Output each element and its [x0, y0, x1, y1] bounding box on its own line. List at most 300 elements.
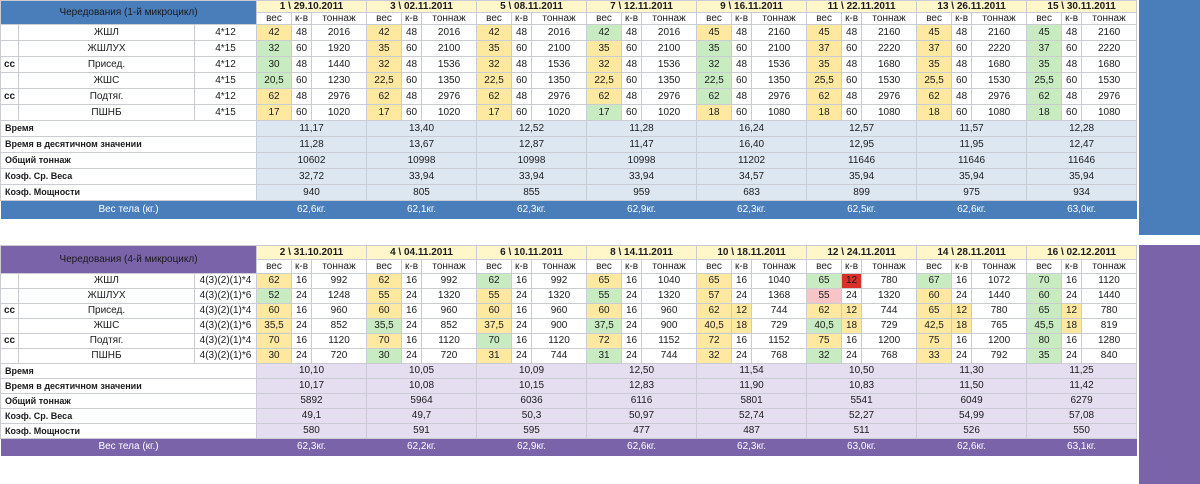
tonnage-cell: 2160	[862, 25, 917, 41]
summary-value: 10,08	[367, 379, 477, 394]
day-date: 9 \ 16.11.2011	[697, 1, 807, 13]
tonnage-cell: 729	[752, 319, 807, 334]
summary-value: 5892	[257, 394, 367, 409]
summary-value: 12,52	[477, 121, 587, 137]
count-cell: 60	[622, 73, 642, 89]
sub-header-weight: вес	[587, 13, 622, 25]
summary-value: 16,40	[697, 137, 807, 153]
tonnage-cell: 2016	[312, 25, 367, 41]
summary-value: 959	[587, 185, 697, 201]
tonnage-cell: 1248	[312, 289, 367, 304]
exercise-scheme: 4*15	[195, 105, 257, 121]
count-cell: 16	[622, 304, 642, 319]
count-cell: 18	[1062, 319, 1082, 334]
sub-header-tonnage: тоннаж	[1082, 13, 1137, 25]
tonnage-cell: 1440	[972, 289, 1027, 304]
weight-cell: 45	[917, 25, 952, 41]
tonnage-cell: 960	[312, 304, 367, 319]
count-cell: 12	[952, 304, 972, 319]
summary-value: 940	[257, 185, 367, 201]
exercise-name: Присед.	[19, 57, 195, 73]
count-cell: 18	[952, 319, 972, 334]
superset-mark	[1, 289, 19, 304]
exercise-scheme: 4(3)(2)(1)*4	[195, 334, 257, 349]
exercise-name: ПШНБ	[19, 105, 195, 121]
count-cell: 24	[732, 349, 752, 364]
tonnage-cell: 1536	[422, 57, 477, 73]
count-cell: 60	[512, 41, 532, 57]
tonnage-cell: 2220	[862, 41, 917, 57]
weight-cell: 72	[587, 334, 622, 349]
summary-value: 11,42	[1027, 379, 1137, 394]
bodyweight-value: 62,3кг.	[737, 441, 767, 453]
exercise-row	[1, 349, 1137, 364]
superset-mark	[1, 105, 19, 121]
tonnage-cell: 1020	[642, 105, 697, 121]
sub-header-count: к-в	[622, 260, 642, 274]
count-cell: 48	[1062, 89, 1082, 105]
superset-mark: сс	[1, 334, 19, 349]
weight-cell: 55	[807, 289, 842, 304]
sub-header-tonnage: тоннаж	[312, 260, 367, 274]
count-cell: 60	[842, 41, 862, 57]
count-cell: 48	[952, 89, 972, 105]
summary-value: 5541	[807, 394, 917, 409]
bodyweight-value: 63,1кг.	[1067, 441, 1097, 453]
count-cell: 48	[402, 25, 422, 41]
count-cell: 24	[512, 289, 532, 304]
weight-cell: 35	[917, 57, 952, 73]
weight-cell: 40,5	[807, 319, 842, 334]
bottom-microcycle-block	[0, 245, 1200, 484]
count-cell: 24	[512, 319, 532, 334]
sub-header-weight: вес	[807, 13, 842, 25]
bodyweight-value: 62,3кг.	[517, 203, 547, 215]
sub-header-tonnage: тоннаж	[972, 260, 1027, 274]
weight-cell: 22,5	[697, 73, 732, 89]
weight-cell: 60	[587, 304, 622, 319]
sub-header-tonnage: тоннаж	[1082, 260, 1137, 274]
count-cell: 48	[512, 57, 532, 73]
summary-row	[1, 169, 1137, 185]
summary-value: 33,94	[367, 169, 477, 185]
weight-cell: 17	[257, 105, 292, 121]
tonnage-cell: 1020	[422, 105, 477, 121]
summary-value: 11646	[917, 153, 1027, 169]
sub-header-count: к-в	[292, 13, 312, 25]
tonnage-cell: 1530	[972, 73, 1027, 89]
summary-row	[1, 364, 1137, 379]
count-cell: 60	[402, 105, 422, 121]
summary-value: 50,3	[477, 409, 587, 424]
count-cell: 48	[842, 57, 862, 73]
summary-value: 11,28	[587, 121, 697, 137]
count-cell: 24	[622, 319, 642, 334]
exercise-row	[1, 41, 1137, 57]
summary-value: 5964	[367, 394, 477, 409]
sub-header-weight: вес	[1027, 260, 1062, 274]
summary-value: 11,54	[697, 364, 807, 379]
sub-header-weight: вес	[917, 260, 952, 274]
tonnage-cell: 1680	[862, 57, 917, 73]
tonnage-cell: 1080	[862, 105, 917, 121]
summary-label: Коэф. Мощности	[1, 185, 257, 201]
count-cell: 12	[842, 274, 862, 289]
tonnage-cell: 1680	[972, 57, 1027, 73]
tonnage-cell: 1368	[752, 289, 807, 304]
day-date: 16 \ 02.12.2011	[1027, 246, 1137, 260]
tonnage-cell: 765	[972, 319, 1027, 334]
tonnage-cell: 1072	[972, 274, 1027, 289]
weight-cell: 45	[807, 25, 842, 41]
count-cell: 16	[512, 274, 532, 289]
count-cell: 24	[402, 319, 422, 334]
tonnage-cell: 1320	[532, 289, 587, 304]
count-cell: 48	[842, 25, 862, 41]
weight-cell: 52	[257, 289, 292, 304]
tonnage-cell: 1120	[1082, 274, 1137, 289]
tonnage-cell: 729	[862, 319, 917, 334]
exercise-scheme: 4*12	[195, 25, 257, 41]
sub-header-tonnage: тоннаж	[642, 260, 697, 274]
weight-cell: 65	[807, 274, 842, 289]
count-cell: 24	[842, 349, 862, 364]
weight-cell: 75	[917, 334, 952, 349]
count-cell: 60	[732, 73, 752, 89]
weight-cell: 62	[1027, 89, 1062, 105]
summary-value: 12,87	[477, 137, 587, 153]
count-cell: 16	[402, 304, 422, 319]
summary-row	[1, 185, 1137, 201]
weight-cell: 32	[697, 349, 732, 364]
weight-cell: 62	[257, 89, 292, 105]
day-date: 6 \ 10.11.2011	[477, 246, 587, 260]
weight-cell: 22,5	[477, 73, 512, 89]
weight-cell: 55	[587, 289, 622, 304]
weight-cell: 60	[257, 304, 292, 319]
tonnage-cell: 1536	[752, 57, 807, 73]
summary-value: 934	[1027, 185, 1137, 201]
tonnage-cell: 2160	[1082, 25, 1137, 41]
tonnage-cell: 2100	[532, 41, 587, 57]
bodyweight-value: 62,6кг.	[627, 441, 657, 453]
bodyweight-label: Вес тела (кг.)	[98, 441, 159, 453]
tonnage-cell: 1320	[422, 289, 477, 304]
summary-value: 10,17	[257, 379, 367, 394]
count-cell: 16	[512, 334, 532, 349]
weight-cell: 18	[1027, 105, 1062, 121]
summary-value: 595	[477, 424, 587, 439]
summary-value: 10998	[367, 153, 477, 169]
tonnage-cell: 1440	[312, 57, 367, 73]
sub-header-count: к-в	[292, 260, 312, 274]
summary-value: 50,97	[587, 409, 697, 424]
weight-cell: 32	[477, 57, 512, 73]
weight-cell: 62	[367, 89, 402, 105]
tonnage-cell: 852	[422, 319, 477, 334]
sub-header-count: к-в	[402, 13, 422, 25]
tonnage-cell: 2100	[752, 41, 807, 57]
summary-value: 10998	[587, 153, 697, 169]
superset-mark	[1, 73, 19, 89]
exercise-scheme: 4(3)(2)(1)*4	[195, 304, 257, 319]
tonnage-cell: 1440	[1082, 289, 1137, 304]
exercise-name: ЖШЛУХ	[19, 289, 195, 304]
tonnage-cell: 1120	[312, 334, 367, 349]
summary-value: 805	[367, 185, 477, 201]
sub-header-weight: вес	[257, 260, 292, 274]
count-cell: 60	[292, 105, 312, 121]
summary-value: 11,25	[1027, 364, 1137, 379]
summary-value: 6279	[1027, 394, 1137, 409]
summary-value: 11,30	[917, 364, 1027, 379]
summary-value: 52,74	[697, 409, 807, 424]
sub-header-weight: вес	[257, 13, 292, 25]
count-cell: 48	[292, 25, 312, 41]
weight-cell: 80	[1027, 334, 1062, 349]
exercise-name: ЖШЛ	[19, 274, 195, 289]
weight-cell: 35	[697, 41, 732, 57]
count-cell: 60	[952, 41, 972, 57]
weight-cell: 62	[367, 274, 402, 289]
tonnage-cell: 792	[972, 349, 1027, 364]
sub-header-count: к-в	[842, 13, 862, 25]
weight-cell: 60	[1027, 289, 1062, 304]
sub-header-count: к-в	[732, 260, 752, 274]
exercise-name: ЖШЛУХ	[19, 41, 195, 57]
summary-value: 12,47	[1027, 137, 1137, 153]
summary-value: 10,50	[807, 364, 917, 379]
sub-header-tonnage: тоннаж	[532, 260, 587, 274]
count-cell: 24	[292, 319, 312, 334]
weight-cell: 35,5	[367, 319, 402, 334]
tonnage-cell: 1152	[642, 334, 697, 349]
sub-header-weight: вес	[367, 260, 402, 274]
weight-cell: 35	[1027, 349, 1062, 364]
sub-header-tonnage: тоннаж	[422, 13, 477, 25]
count-cell: 60	[622, 105, 642, 121]
summary-row	[1, 394, 1137, 409]
summary-row	[1, 424, 1137, 439]
count-cell: 16	[842, 334, 862, 349]
tonnage-cell: 819	[1082, 319, 1137, 334]
weight-cell: 35	[1027, 57, 1062, 73]
top-microcycle-table	[0, 0, 1137, 219]
count-cell: 16	[622, 274, 642, 289]
day-date: 8 \ 14.11.2011	[587, 246, 697, 260]
weight-cell: 62	[477, 89, 512, 105]
sub-header-count: к-в	[1062, 260, 1082, 274]
bottom-microcycle-table	[0, 245, 1137, 456]
summary-value: 10,15	[477, 379, 587, 394]
tonnage-cell: 2160	[752, 25, 807, 41]
tonnage-cell: 2100	[422, 41, 477, 57]
bodyweight-value: 62,3кг.	[296, 441, 327, 453]
count-cell: 48	[292, 57, 312, 73]
sub-header-weight: вес	[367, 13, 402, 25]
count-cell: 60	[732, 41, 752, 57]
count-cell: 24	[402, 349, 422, 364]
exercise-row	[1, 25, 1137, 41]
summary-value: 580	[257, 424, 367, 439]
tonnage-cell: 1080	[972, 105, 1027, 121]
count-cell: 60	[952, 73, 972, 89]
summary-value: 5801	[697, 394, 807, 409]
weight-cell: 31	[477, 349, 512, 364]
tonnage-cell: 2976	[862, 89, 917, 105]
summary-value: 13,67	[367, 137, 477, 153]
summary-value: 855	[477, 185, 587, 201]
weight-cell: 30	[367, 349, 402, 364]
weight-cell: 32	[367, 57, 402, 73]
day-date: 11 \ 22.11.2011	[807, 1, 917, 13]
tonnage-cell: 780	[862, 274, 917, 289]
day-date: 10 \ 18.11.2011	[697, 246, 807, 260]
count-cell: 18	[842, 319, 862, 334]
count-cell: 18	[732, 319, 752, 334]
weight-cell: 67	[917, 274, 952, 289]
count-cell: 12	[842, 304, 862, 319]
sub-header-count: к-в	[952, 260, 972, 274]
count-cell: 16	[732, 274, 752, 289]
weight-cell: 57	[697, 289, 732, 304]
count-cell: 48	[292, 89, 312, 105]
exercise-name: ЖШС	[19, 319, 195, 334]
tonnage-cell: 768	[752, 349, 807, 364]
exercise-name: ПШНБ	[19, 349, 195, 364]
summary-value: 10,09	[477, 364, 587, 379]
summary-value: 11646	[1027, 153, 1137, 169]
summary-value: 35,94	[1027, 169, 1137, 185]
count-cell: 60	[842, 105, 862, 121]
weight-cell: 60	[917, 289, 952, 304]
tonnage-cell: 780	[1082, 304, 1137, 319]
summary-label: Общий тоннаж	[1, 153, 257, 169]
summary-value: 32,72	[257, 169, 367, 185]
sub-header-tonnage: тоннаж	[862, 13, 917, 25]
count-cell: 16	[292, 304, 312, 319]
exercise-scheme: 4(3)(2)(1)*6	[195, 349, 257, 364]
count-cell: 48	[842, 89, 862, 105]
day-date: 5 \ 08.11.2011	[477, 1, 587, 13]
tonnage-cell: 960	[642, 304, 697, 319]
summary-value: 899	[807, 185, 917, 201]
tonnage-cell: 1020	[312, 105, 367, 121]
day-date: 2 \ 31.10.2011	[257, 246, 367, 260]
tonnage-cell: 744	[862, 304, 917, 319]
weight-cell: 60	[477, 304, 512, 319]
count-cell: 24	[952, 349, 972, 364]
weight-cell: 32	[587, 57, 622, 73]
count-cell: 48	[512, 25, 532, 41]
summary-value: 35,94	[807, 169, 917, 185]
sub-header-weight: вес	[587, 260, 622, 274]
summary-value: 16,24	[697, 121, 807, 137]
weight-cell: 62	[917, 89, 952, 105]
count-cell: 24	[952, 289, 972, 304]
weight-cell: 70	[477, 334, 512, 349]
summary-value: 526	[917, 424, 1027, 439]
summary-value: 591	[367, 424, 477, 439]
summary-value: 487	[697, 424, 807, 439]
exercise-row	[1, 334, 1137, 349]
count-cell: 12	[1062, 304, 1082, 319]
weight-cell: 37	[917, 41, 952, 57]
bodyweight-value: 62,3кг.	[737, 203, 767, 215]
tonnage-cell: 720	[422, 349, 477, 364]
summary-label: Коэф. Ср. Веса	[1, 169, 257, 185]
bodyweight-value: 63,0кг.	[847, 441, 877, 453]
count-cell: 48	[732, 89, 752, 105]
exercise-row	[1, 319, 1137, 334]
tonnage-cell: 2016	[422, 25, 477, 41]
summary-value: 13,40	[367, 121, 477, 137]
day-date: 12 \ 24.11.2011	[807, 246, 917, 260]
summary-row	[1, 379, 1137, 394]
tonnage-cell: 2976	[752, 89, 807, 105]
bodyweight-value: 62,1кг.	[407, 203, 437, 215]
weight-cell: 55	[367, 289, 402, 304]
day-date: 3 \ 02.11.2011	[367, 1, 477, 13]
sub-header-count: к-в	[1062, 13, 1082, 25]
tonnage-cell: 1530	[862, 73, 917, 89]
sub-header-weight: вес	[1027, 13, 1062, 25]
weight-cell: 62	[257, 274, 292, 289]
tonnage-cell: 1920	[312, 41, 367, 57]
summary-value: 11,50	[917, 379, 1027, 394]
day-date: 15 \ 30.11.2011	[1027, 1, 1137, 13]
summary-value: 511	[807, 424, 917, 439]
count-cell: 60	[952, 105, 972, 121]
count-cell: 60	[402, 73, 422, 89]
count-cell: 48	[732, 57, 752, 73]
date-header-row	[1, 1, 1137, 13]
exercise-row	[1, 89, 1137, 105]
summary-row	[1, 137, 1137, 153]
exercise-row	[1, 57, 1137, 73]
count-cell: 16	[952, 274, 972, 289]
sub-header-count: к-в	[622, 13, 642, 25]
summary-value: 10,10	[257, 364, 367, 379]
bottom-side-band	[1139, 245, 1200, 484]
day-date: 4 \ 04.11.2011	[367, 246, 477, 260]
sub-header-count: к-в	[512, 13, 532, 25]
summary-value: 33,94	[477, 169, 587, 185]
tonnage-cell: 2016	[532, 25, 587, 41]
weight-cell: 37	[1027, 41, 1062, 57]
exercise-scheme: 4(3)(2)(1)*6	[195, 289, 257, 304]
exercise-scheme: 4(3)(2)(1)*4	[195, 274, 257, 289]
exercise-name: ЖШС	[19, 73, 195, 89]
weight-cell: 25,5	[1027, 73, 1062, 89]
exercise-row	[1, 304, 1137, 319]
exercise-name: Присед.	[19, 304, 195, 319]
tonnage-cell: 744	[642, 349, 697, 364]
tonnage-cell: 2976	[642, 89, 697, 105]
count-cell: 60	[622, 41, 642, 57]
sub-header-tonnage: тоннаж	[752, 260, 807, 274]
weight-cell: 37,5	[587, 319, 622, 334]
count-cell: 24	[622, 349, 642, 364]
count-cell: 48	[402, 89, 422, 105]
summary-value: 49,1	[257, 409, 367, 424]
weight-cell: 33	[917, 349, 952, 364]
count-cell: 16	[622, 334, 642, 349]
sub-header-weight: вес	[477, 260, 512, 274]
weight-cell: 35,5	[257, 319, 292, 334]
tonnage-cell: 2976	[1082, 89, 1137, 105]
weight-cell: 42	[367, 25, 402, 41]
